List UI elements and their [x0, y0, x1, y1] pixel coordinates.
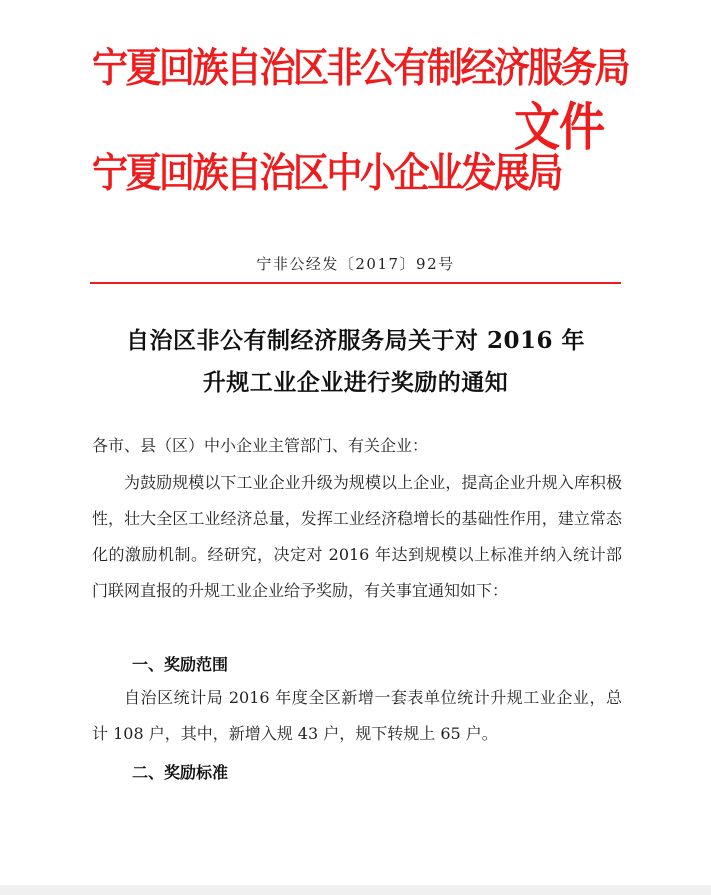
document-title-line-1: 自治区非公有制经济服务局关于对 2016 年: [125, 327, 586, 354]
issuer-name-2: 宁夏回族自治区中小企业发展局: [92, 149, 562, 197]
document-title-line-2: 升规工业企业进行奖励的通知: [202, 369, 509, 396]
section-paragraph-scope: 自治区统计局 2016 年度全区新增一套表单位统计升规工业企业，总计 108 户，其中，新增入规 43 户，规下转规上 65 户。: [92, 688, 622, 743]
intro-paragraph: 为鼓励规模以下工业企业升级为规模以上企业，提高企业升规入库积极性，壮大全区工业经济总量，发挥工业经济稳增长的基础性作用，建立常态化的激励机制。经研究，决定对 2016 年达到规模以上标准并纳入统计部门联网直报的升规工业企业给予奖励，有关事宜通知如下：: [92, 473, 622, 600]
section-heading-scope: 一、奖励范围: [132, 655, 229, 674]
salutation: 各市、县（区）中小企业主管部门、有关企业：: [92, 436, 429, 455]
page-bottom-edge: [0, 885, 711, 895]
section-heading-standard: 二、奖励标准: [132, 763, 229, 782]
issuer-name-1: 宁夏回族自治区非公有制经济服务局: [92, 44, 629, 92]
document-label: 文件: [514, 96, 604, 158]
red-divider-line: [90, 282, 621, 284]
document-number: 宁非公经发〔2017〕92号: [256, 255, 455, 273]
